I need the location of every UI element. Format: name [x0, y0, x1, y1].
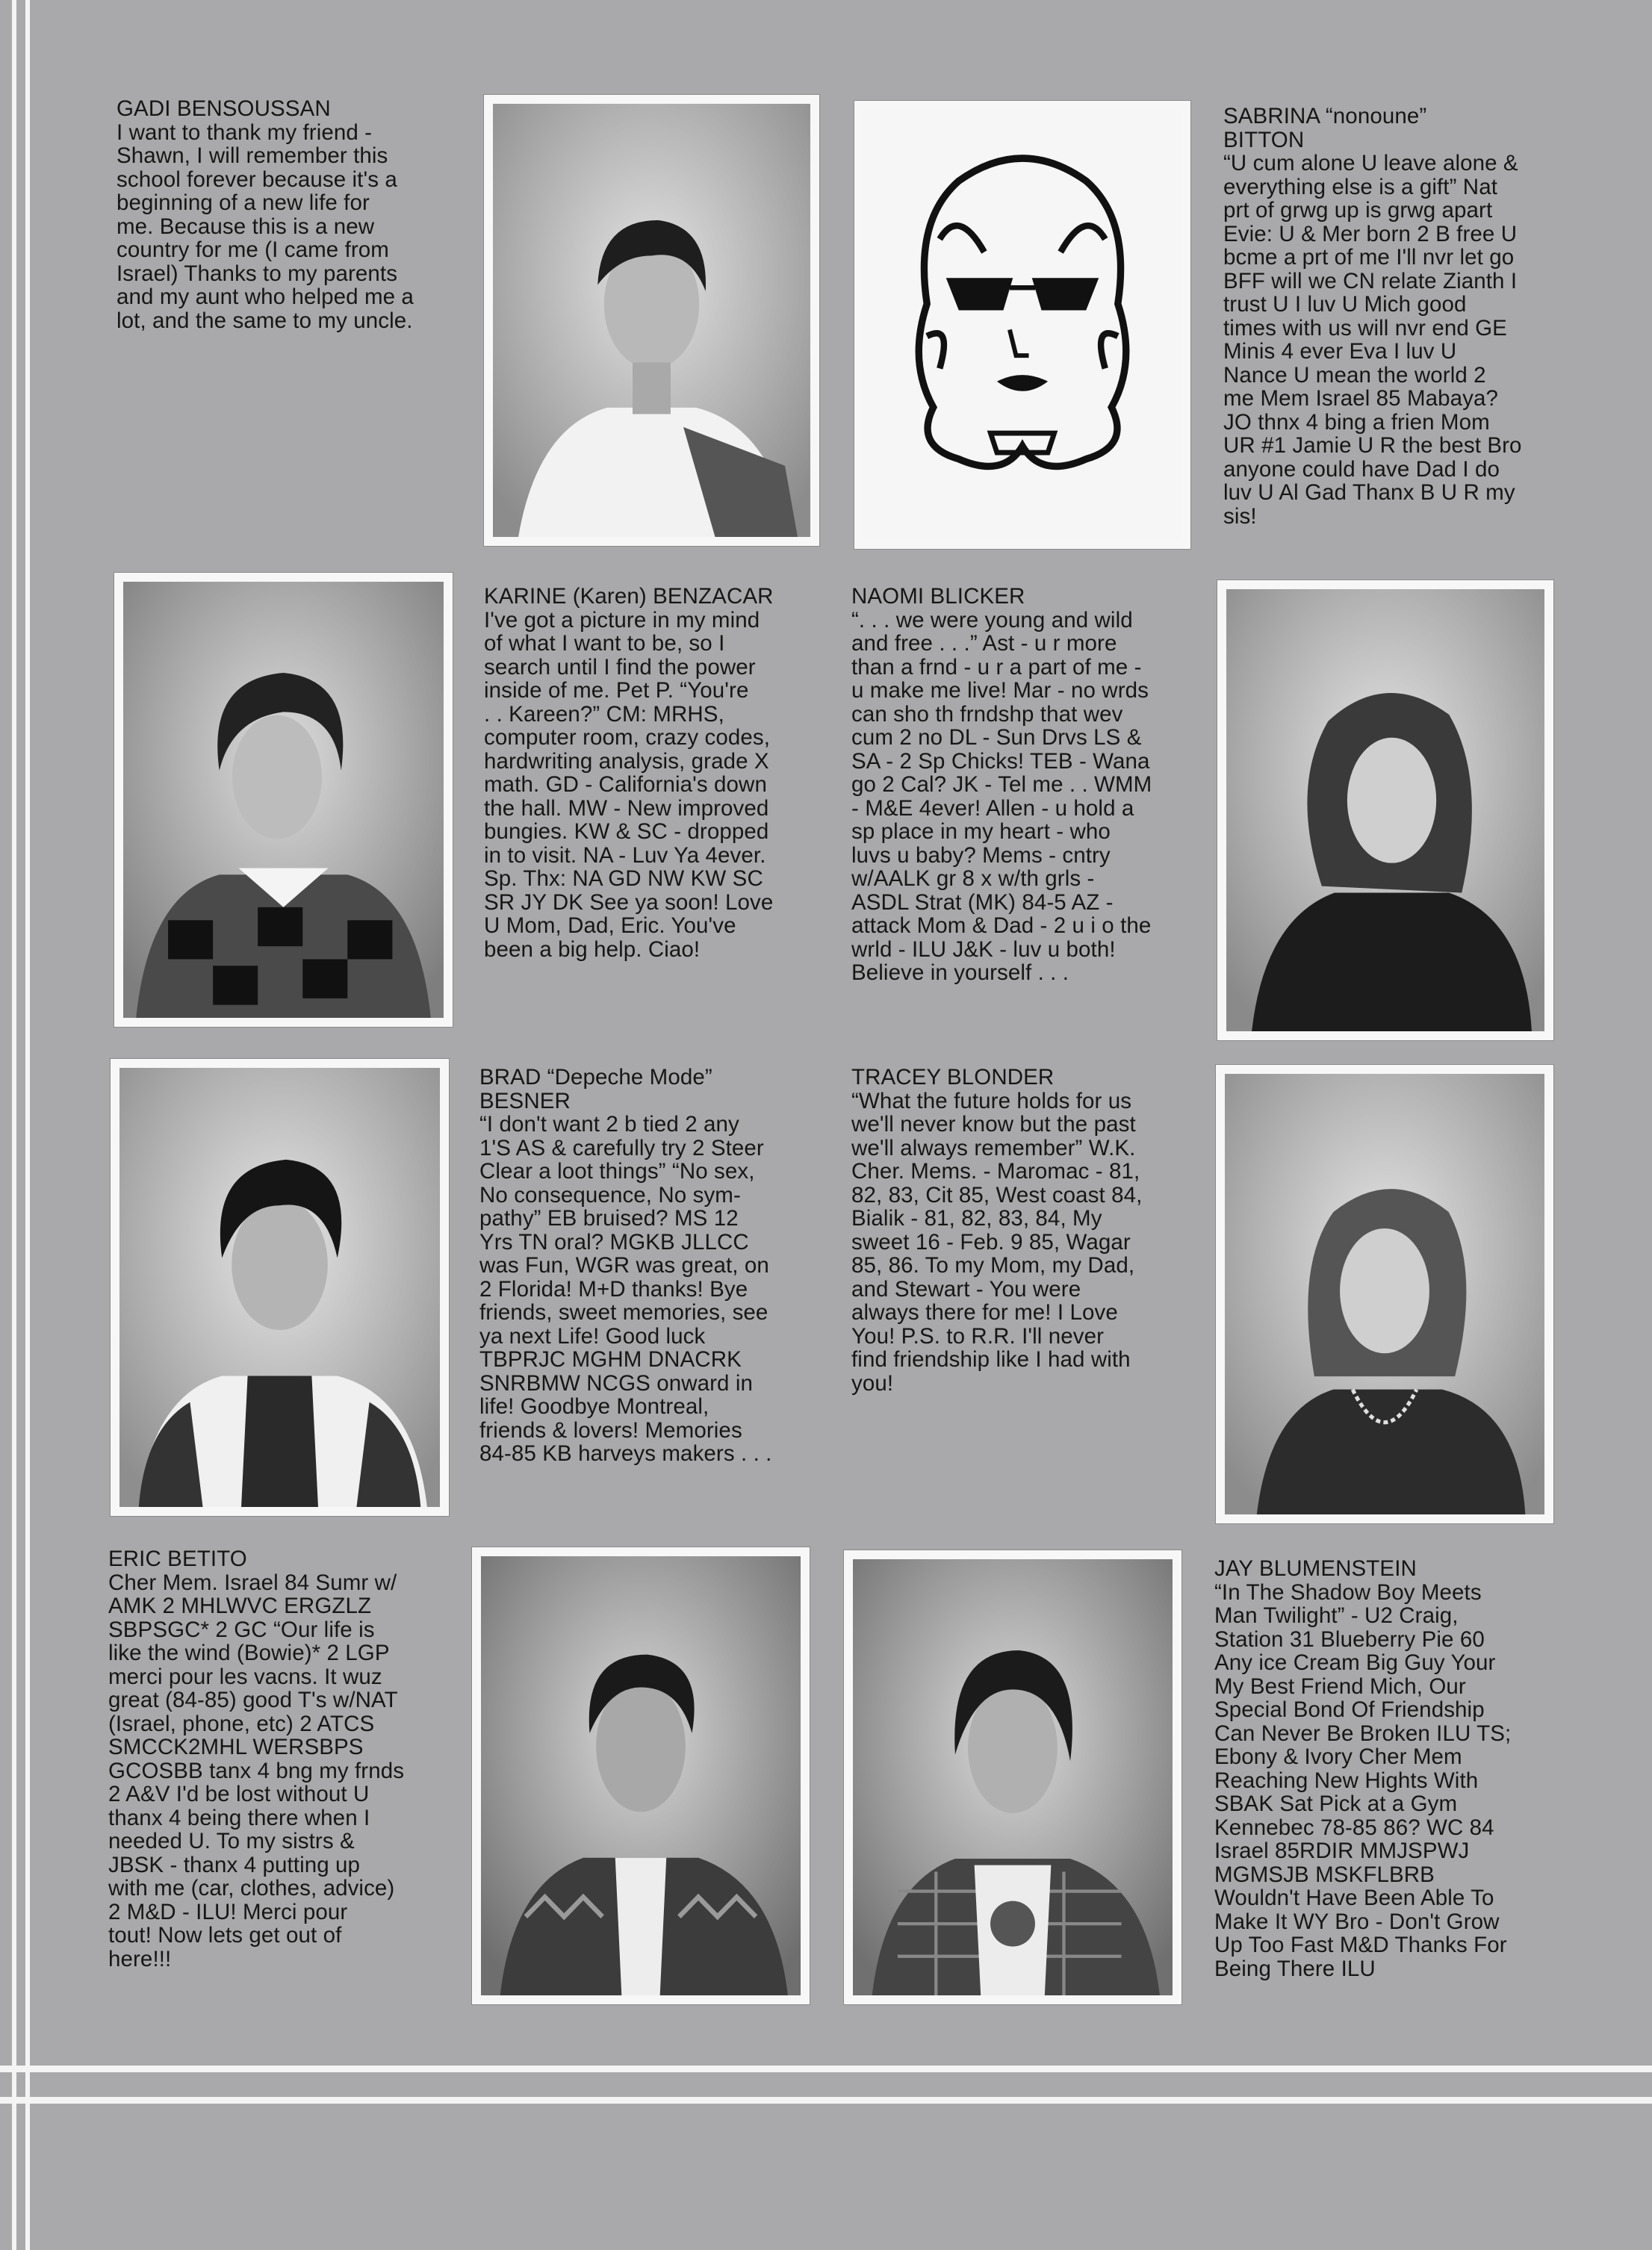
entry-jay-blumenstein — [1214, 1557, 1549, 1980]
entry-gadi-bensoussan — [117, 97, 451, 332]
student-name: ERIC BETITO — [108, 1547, 247, 1571]
student-quote: I've got a picture in my mind of what I want to be, so I search until I find the power inside of me. Pet P. “You're . . Kareen?” CM: MRHS, computer room, crazy codes, hardwriting analysis, grade X math. GD - California's down the hall. MW - New improved bungies. KW & SC - dropped in to visit. NA - Luv Ya 4ever. Sp. Thx: NA GD NW KW SC SR JY DK See ya soon! Love U Mom, Dad, Eric. You've been a big help. Ciao! — [484, 607, 774, 962]
student-quote: “In The Shadow Boy Meets Man Twilight” - U2 Craig, Station 31 Blueberry Pie 60 Any ice Cream Big Guy Your My Best Friend Mich, Our Special Bond Of Friendship Can Never Be Broken ILU TS; Ebony & Ivory Cher Mem Reaching New Hights With SBAK Sat Pick at a Gym Kennebec 78-85 86? WC 84 Israel 85RDIR MMJSPWJ MGMSJB MSKFLBRB Wouldn't Have Been Able To Make It WY Bro - Don't Grow Up Too Fast M&D Thanks For Being There ILU — [1214, 1579, 1512, 1981]
portrait-photo — [123, 582, 444, 1018]
portrait-drawing — [863, 110, 1181, 540]
entry-eric-betito — [108, 1547, 440, 1971]
portrait-gadi-bensoussan — [484, 95, 819, 546]
student-name: NAOMI BLICKER — [851, 584, 1025, 609]
entry-naomi-blicker — [851, 585, 1184, 985]
left-rule-1 — [12, 0, 16, 2250]
entry-karine-benzacar — [484, 585, 819, 961]
student-quote: Cher Mem. Israel 84 Sumr w/ AMK 2 MHLWVC ERGZLZ SBPSGC* 2 GC “Our life is like the wind (Bowie)* 2 LGP merci pour les vacns. It wuz great (84-85) good T's w/NAT (Israel, phone, etc) 2 ATCS SMCCK2MHL WERSBPS GCOSBB tanx 4 bng my frnds 2 A&V I'd be lost without U thanx 4 being there when I needed U. To my sistrs & JBSK - thanx 4 putting up with me (car, clothes, advice) 2 M&D - ILU! Merci pour tout! Now lets get out of here!!! — [108, 1570, 405, 1971]
portrait-sabrina-bitton — [854, 101, 1190, 549]
student-name: KARINE (Karen) BENZACAR — [484, 584, 774, 609]
student-name: GADI BENSOUSSAN — [117, 96, 331, 121]
bottom-rule-2 — [0, 2097, 1652, 2104]
portrait-naomi-blicker — [1217, 580, 1553, 1040]
student-quote: “I don't want 2 b tied 2 any 1'S AS & carefully try 2 Steer Clear a loot things” “No sex, No consequence, No sym- pathy” EB bruised? MS 12 Yrs TN oral? MGKB JLLCC was Fun, WGR was great, on 2 Florida! M+D thanks! Bye friends, sweet memories, see ya next Life! Good luck TBPRJC MGHM DNACRK SNRBMW NCGS onward in life! Goodbye Montreal, friends & lovers! Memories 84-85 KB harveys makers . . . — [479, 1112, 772, 1466]
portrait-photo — [119, 1068, 440, 1507]
student-name: JAY BLUMENSTEIN — [1214, 1556, 1417, 1581]
entry-brad-besner — [479, 1066, 816, 1466]
left-rule-2 — [25, 0, 30, 2250]
portrait-tracey-blonder — [1216, 1065, 1553, 1523]
student-quote: “U cum alone U leave alone & everything else is a gift” Nat prt of grwg up is grwg apart Evie: U & Mer born 2 B free U bcme a prt of me I'll nvr let go BFF will we CN relate Zianth I trust U I luv U Mich good times with us will nvr end GE Minis 4 ever Eva I luv U Nance U mean the world 2 me Mem Israel 85 Mabaya? JO thnx 4 bing a frien Mom UR #1 Jamie U R the best Bro anyone could have Dad I do luv U Al Gad Thanx B U R my sis! — [1223, 151, 1522, 529]
student-name: TRACEY BLONDER — [851, 1065, 1055, 1090]
portrait-photo — [493, 104, 810, 537]
entry-sabrina-bitton — [1223, 105, 1553, 528]
bottom-rule-1 — [0, 2066, 1652, 2072]
portrait-photo — [1225, 1074, 1544, 1514]
portrait-photo — [1226, 589, 1544, 1031]
student-quote: “What the future holds for us we'll never know but the past we'll always remember” W.K. Cher. Mems. - Maromac - 81, 82, 83, Cit 85, West coast 84, Bialik - 81, 82, 83, 84, My sweet 16 - Feb. 9 85, Wagar 85, 86. To my Mom, my Dad, and Stewart - You were always there for me! I Love You! P.S. to R.R. I'll never find friendship like I had with you! — [851, 1088, 1143, 1396]
portrait-brad-besner — [111, 1059, 449, 1516]
portrait-eric-betito — [472, 1547, 810, 2004]
student-name: BRAD “Depeche Mode” BESNER — [479, 1065, 712, 1113]
student-name: SABRINA “nonoune” BITTON — [1223, 104, 1427, 152]
portrait-photo — [853, 1559, 1173, 1995]
portrait-karine-benzacar — [114, 573, 453, 1027]
entry-tracey-blonder — [851, 1066, 1184, 1395]
student-quote: I want to thank my friend - Shawn, I will remember this school forever because it's a beginning of a new life for me. Because this is a new country for me (I came from Israel) Thanks to my parents and my aunt who helped me a lot, and the same to my uncle. — [117, 119, 414, 333]
portrait-jay-blumenstein — [844, 1550, 1181, 2004]
portrait-photo — [481, 1556, 801, 1995]
student-quote: “. . . we were young and wild and free . . .” Ast - u r more than a frnd - u r a part of me - u make me live! Mar - no wrds can sho th frndshp that wev cum 2 no DL - Sun Drvs LS & SA - 2 Sp Chicks! TEB - Wana go 2 Cal? JK - Tel me . . WMM - M&E 4ever! Allen - u hold a sp place in my heart - who luvs u baby? Mems - cntry w/AALK gr 8 x w/th grls - ASDL Strat (MK) 84-5 AZ - attack Mom & Dad - 2 u i o the wrld - ILU J&K - luv u both! Believe in yourself . . . — [851, 607, 1152, 985]
